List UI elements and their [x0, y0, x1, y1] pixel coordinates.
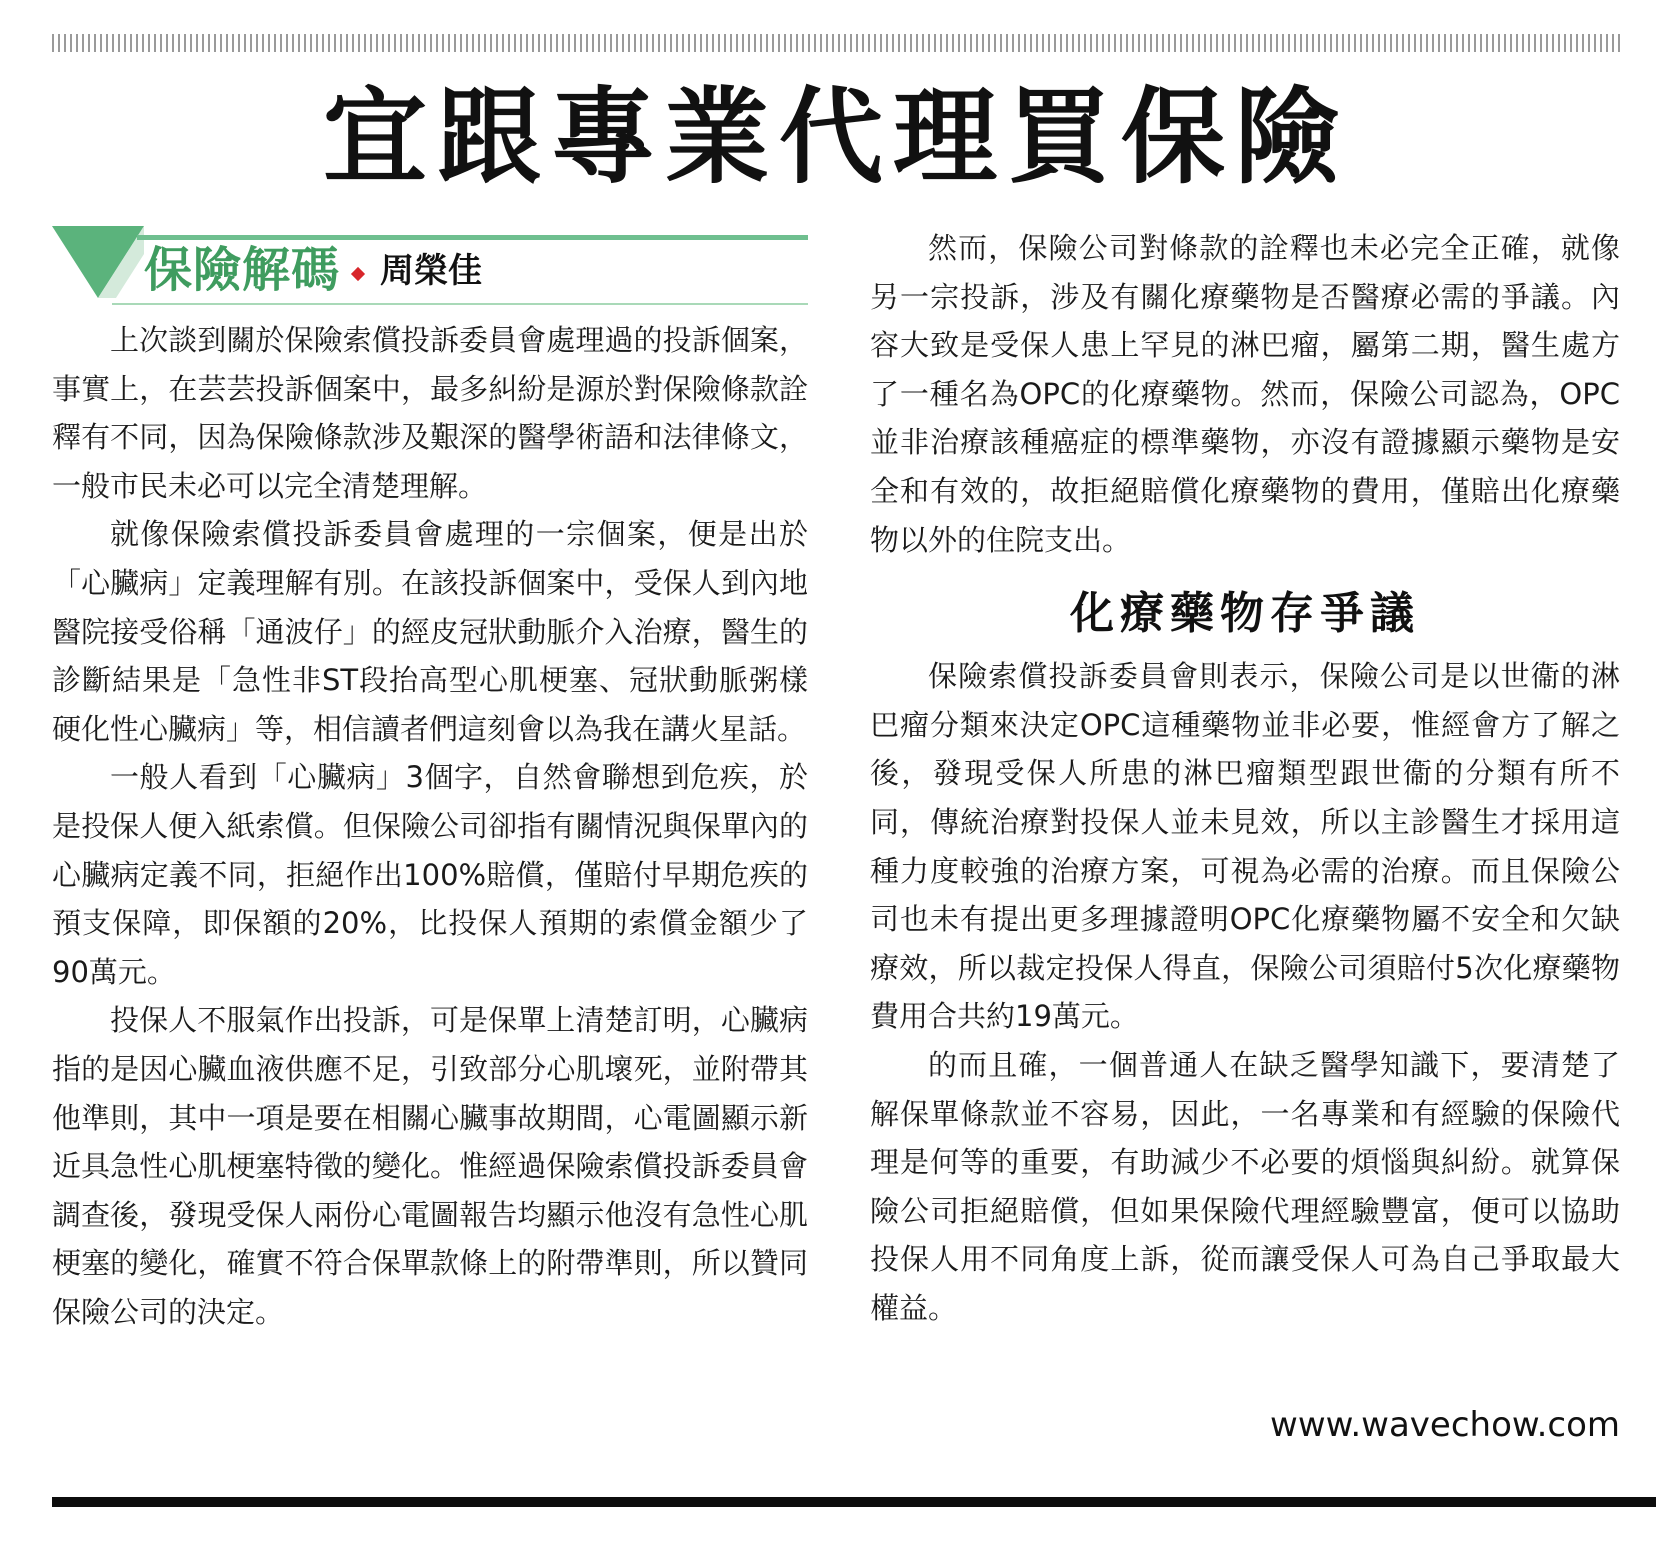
website-url: www.wavechow.com: [1270, 1405, 1620, 1445]
bottom-rule: [52, 1497, 1656, 1507]
paragraph: 一般人看到「心臟病」3個字，自然會聯想到危疾，於是投保人便入紙索償。但保險公司卻指有關情況與保單內的心臟病定義不同，拒絕作出100%賠償，僅賠付早期危疾的預支保障，即保額的20%，比投保人預期的索償金額少了90萬元。: [52, 760, 808, 989]
column-heading: [52, 226, 808, 310]
right-column: [870, 224, 1620, 1332]
author-name: 周榮佳: [380, 251, 482, 291]
heading-rule-bottom: [112, 303, 808, 305]
paragraph: 上次談到關於保險索償投訴委員會處理過的投訴個案，事實上，在芸芸投訴個案中，最多糾紛是源於對保險條款詮釋有不同，因為保險條款涉及艱深的醫學術語和法律條文，一般市民未必可以完全清楚理解。: [52, 323, 808, 503]
paragraph: 然而，保險公司對條款的詮釋也未必完全正確，就像另一宗投訴，涉及有關化療藥物是否醫療必需的爭議。內容大致是受保人患上罕見的淋巴瘤，屬第二期，醫生處方了一種名為OPC的化療藥物。然而，保險公司認為，OPC並非治療該種癌症的標準藥物，亦沒有證據顯示藥物是安全和有效的，故拒絕賠償化療藥物的費用，僅賠出化療藥物以外的住院支出。: [870, 231, 1620, 557]
paragraph: 保險索償投訴委員會則表示，保險公司是以世衞的淋巴瘤分類來決定OPC這種藥物並非必要，惟經會方了解之後，發現受保人所患的淋巴瘤類型跟世衞的分類有所不同，傳統治療對投保人並未見效，所以主診醫生才採用這種力度較強的治療方案，可視為必需的治療。而且保險公司也未有提出更多理據證明OPC化療藥物屬不安全和欠缺療效，所以裁定投保人得直，保險公司須賠付5次化療藥物費用合共約19萬元。: [870, 659, 1620, 1034]
top-dotted-rule: [52, 34, 1620, 52]
paragraph: 就像保險索償投訴委員會處理的一宗個案，便是出於「心臟病」定義理解有別。在該投訴個案中，受保人到內地醫院接受俗稱「通波仔」的經皮冠狀動脈介入治療，醫生的診斷結果是「急性非ST段抬高型心肌梗塞、冠狀動脈粥樣硬化性心臟病」等，相信讀者們這刻會以為我在講火星話。: [52, 517, 808, 746]
paragraph: 投保人不服氣作出投訴，可是保單上清楚訂明，心臟病指的是因心臟血液供應不足，引致部分心肌壞死，並附帶其他準則，其中一項是要在相關心臟事故期間，心電圖顯示新近具急性心肌梗塞特徵的變化。惟經過保險索償投訴委員會調查後，發現受保人兩份心電圖報告均顯示他沒有急性心肌梗塞的變化，確實不符合保單款條上的附帶準則，所以贊同保險公司的決定。: [52, 1003, 808, 1329]
sub-heading: 化療藥物存爭議: [1070, 588, 1420, 640]
left-column: [52, 316, 808, 1336]
paragraph: 的而且確，一個普通人在缺乏醫學知識下，要清楚了解保單條款並不容易，因此，一名專業和有經驗的保險代理是何等的重要，有助減少不必要的煩惱與糾紛。就算保險公司拒絕賠償，但如果保險代理經驗豐富，便可以協助投保人用不同角度上訴，從而讓受保人可為自己爭取最大權益。: [870, 1047, 1620, 1325]
green-triangle-icon: [52, 226, 144, 298]
column-name: 保險解碼: [144, 242, 341, 298]
red-diamond-icon: [351, 267, 365, 281]
headline: 宜跟專業代理買保險: [322, 76, 1349, 198]
